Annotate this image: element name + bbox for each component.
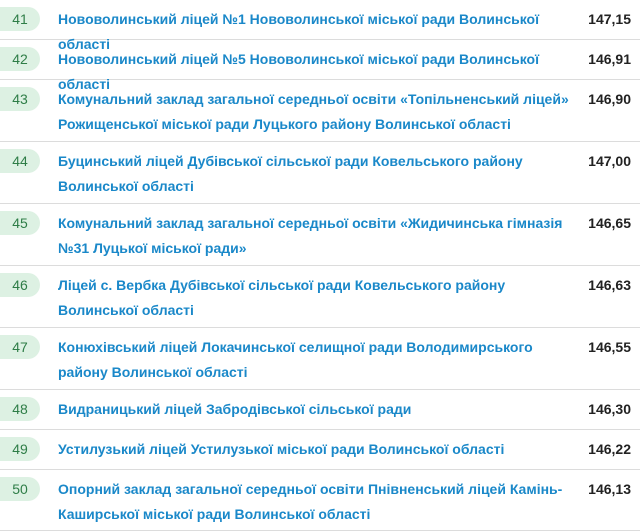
list-item — [0, 430, 640, 470]
score-value: 146,55 — [588, 339, 631, 355]
rank-badge: 47 — [0, 335, 40, 359]
list-item — [0, 0, 640, 52]
score-value: 146,63 — [588, 277, 631, 293]
school-link[interactable]: Видраницький ліцей Забродівської сільської ради — [58, 401, 412, 417]
list-item — [0, 328, 640, 390]
list-item — [0, 266, 640, 328]
score-value: 146,30 — [588, 401, 631, 417]
score-value: 146,91 — [588, 51, 631, 67]
list-item — [0, 80, 640, 142]
score-value: 146,22 — [588, 441, 631, 457]
rank-badge: 43 — [0, 87, 40, 111]
list-item — [0, 142, 640, 204]
rank-badge: 42 — [0, 47, 40, 71]
rank-badge: 44 — [0, 149, 40, 173]
score-value: 146,90 — [588, 91, 631, 107]
rank-badge: 41 — [0, 7, 40, 31]
list-item — [0, 40, 640, 92]
rank-badge: 48 — [0, 397, 40, 421]
school-link[interactable]: Нововолинський ліцей №1 Нововолинської міської ради Волинської області — [58, 11, 540, 52]
score-value: 147,15 — [588, 11, 631, 27]
rank-badge: 46 — [0, 273, 40, 297]
school-link[interactable]: Конюхівський ліцей Локачинської селищної ради Володимирського району Волинської області — [58, 339, 533, 380]
school-link[interactable]: Ліцей с. Вербка Дубівської сільської ради Ковельського району Волинської області — [58, 277, 506, 318]
school-link[interactable]: Устилузький ліцей Устилузької міської ради Волинської області — [58, 441, 505, 457]
school-link[interactable]: Опорний заклад загальної середньої освіти Пнівненський ліцей Камінь-Каширської міської ради Волинської області — [58, 481, 563, 522]
school-link[interactable]: Нововолинський ліцей №5 Нововолинської міської ради Волинської області — [58, 51, 540, 92]
list-item — [0, 390, 640, 430]
score-value: 146,65 — [588, 215, 631, 231]
list-item — [0, 470, 640, 531]
rank-badge: 49 — [0, 437, 40, 461]
list-item — [0, 204, 640, 266]
school-link[interactable]: Буцинський ліцей Дубівської сільської ради Ковельського району Волинської області — [58, 153, 523, 194]
rank-badge: 50 — [0, 477, 40, 501]
school-link[interactable]: Комунальний заклад загальної середньої освіти «Жидичинська гімназія №31 Луцької міської ради» — [58, 215, 563, 256]
score-value: 147,00 — [588, 153, 631, 169]
rank-badge: 45 — [0, 211, 40, 235]
school-link[interactable]: Комунальний заклад загальної середньої освіти «Топільненський ліцей» Рожищенської міської ради Луцького району Волинської області — [58, 91, 569, 132]
score-value: 146,13 — [588, 481, 631, 497]
